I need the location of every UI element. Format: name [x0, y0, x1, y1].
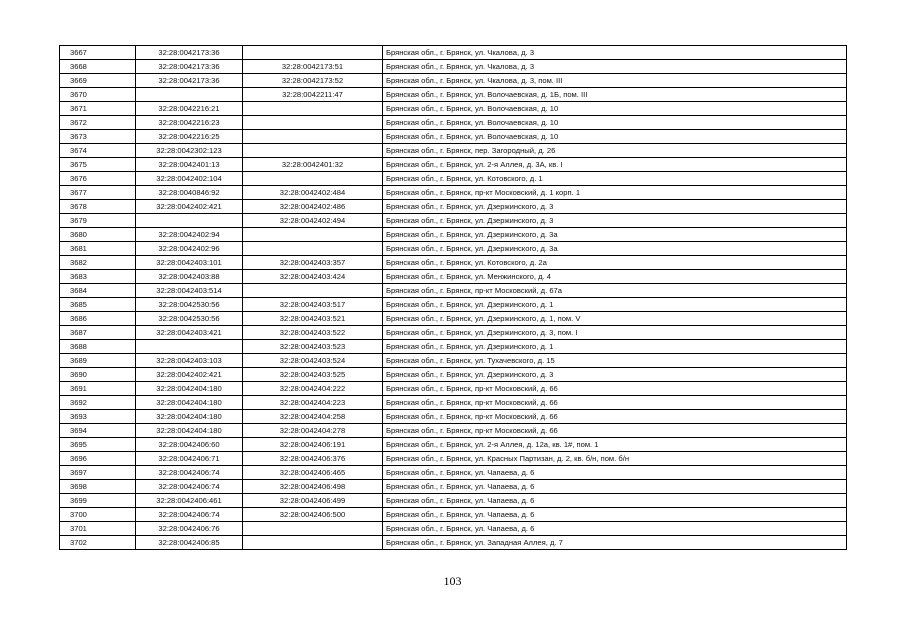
table-row: [60, 340, 847, 354]
related-cadastral-number-cell: 32:28:0042402:494: [243, 214, 383, 228]
address-cell: Брянская обл., г. Брянск, ул. Чапаева, д. 6: [383, 522, 847, 536]
address-cell: Брянская обл., г. Брянск, пр-кт Московский, д. 66: [383, 396, 847, 410]
table-row: [60, 354, 847, 368]
address-cell: Брянская обл., г. Брянск, ул. Дзержинского, д. 3: [383, 200, 847, 214]
related-cadastral-number-cell: [243, 102, 383, 116]
row-number-cell: 3673: [60, 130, 136, 144]
address-cell: Брянская обл., г. Брянск, ул. Красных Партизан, д. 2, кв. б/н, пом. б/н: [383, 452, 847, 466]
table-row: [60, 494, 847, 508]
row-number-cell: 3686: [60, 312, 136, 326]
cadastral-number-cell: 32:28:0042402:421: [136, 200, 243, 214]
address-cell: Брянская обл., г. Брянск, ул. Западная Аллея, д. 7: [383, 536, 847, 550]
table-row: [60, 88, 847, 102]
related-cadastral-number-cell: [243, 116, 383, 130]
table-row: [60, 298, 847, 312]
cadastral-number-cell: 32:28:0042530:56: [136, 312, 243, 326]
table-row: [60, 368, 847, 382]
address-cell: Брянская обл., г. Брянск, ул. Дзержинского, д. 3, пом. I: [383, 326, 847, 340]
cadastral-number-cell: 32:28:0042404:180: [136, 396, 243, 410]
table-row: [60, 172, 847, 186]
address-cell: Брянская обл., г. Брянск, ул. Дзержинского, д. 3а: [383, 242, 847, 256]
related-cadastral-number-cell: 32:28:0042406:376: [243, 452, 383, 466]
row-number-cell: 3701: [60, 522, 136, 536]
address-cell: Брянская обл., г. Брянск, ул. Чапаева, д. 6: [383, 494, 847, 508]
cadastral-number-cell: 32:28:0042173:36: [136, 74, 243, 88]
cadastral-number-cell: 32:28:0042404:180: [136, 424, 243, 438]
cadastral-number-cell: 32:28:0042402:96: [136, 242, 243, 256]
cadastral-number-cell: 32:28:0042403:103: [136, 354, 243, 368]
related-cadastral-number-cell: [243, 172, 383, 186]
address-cell: Брянская обл., г. Брянск, ул. Котовского, д. 2а: [383, 256, 847, 270]
row-number-cell: 3692: [60, 396, 136, 410]
cadastral-number-cell: 32:28:0042401:13: [136, 158, 243, 172]
related-cadastral-number-cell: 32:28:0042211:47: [243, 88, 383, 102]
cadastral-number-cell: 32:28:0042406:85: [136, 536, 243, 550]
row-number-cell: 3680: [60, 228, 136, 242]
row-number-cell: 3671: [60, 102, 136, 116]
address-cell: Брянская обл., г. Брянск, ул. Дзержинского, д. 3а: [383, 228, 847, 242]
cadastral-number-cell: 32:28:0042173:36: [136, 46, 243, 60]
row-number-cell: 3700: [60, 508, 136, 522]
table-row: [60, 522, 847, 536]
cadastral-number-cell: 32:28:0042216:25: [136, 130, 243, 144]
table-row: [60, 452, 847, 466]
table-row: [60, 438, 847, 452]
address-cell: Брянская обл., г. Брянск, ул. Чкалова, д. 3: [383, 46, 847, 60]
table-row: [60, 270, 847, 284]
related-cadastral-number-cell: 32:28:0042173:51: [243, 60, 383, 74]
related-cadastral-number-cell: 32:28:0042173:52: [243, 74, 383, 88]
row-number-cell: 3697: [60, 466, 136, 480]
related-cadastral-number-cell: 32:28:0042406:499: [243, 494, 383, 508]
row-number-cell: 3696: [60, 452, 136, 466]
table-row: [60, 382, 847, 396]
table-row: [60, 60, 847, 74]
row-number-cell: 3681: [60, 242, 136, 256]
table-row: [60, 480, 847, 494]
related-cadastral-number-cell: 32:28:0042403:521: [243, 312, 383, 326]
cadastral-number-cell: 32:28:0042406:74: [136, 466, 243, 480]
cadastral-number-cell: 32:28:0040846:92: [136, 186, 243, 200]
row-number-cell: 3699: [60, 494, 136, 508]
cadastral-number-cell: [136, 340, 243, 354]
address-cell: Брянская обл., г. Брянск, пр-кт Московский, д. 67а: [383, 284, 847, 298]
row-number-cell: 3679: [60, 214, 136, 228]
table-row: [60, 536, 847, 550]
address-cell: Брянская обл., г. Брянск, ул. Дзержинского, д. 1: [383, 340, 847, 354]
related-cadastral-number-cell: 32:28:0042404:278: [243, 424, 383, 438]
row-number-cell: 3668: [60, 60, 136, 74]
cadastral-number-cell: 32:28:0042403:88: [136, 270, 243, 284]
address-cell: Брянская обл., г. Брянск, ул. Волочаевская, д. 10: [383, 130, 847, 144]
cadastral-number-cell: 32:28:0042406:74: [136, 508, 243, 522]
address-cell: Брянская обл., г. Брянск, ул. Чкалова, д. 3, пом. III: [383, 74, 847, 88]
table-row: [60, 144, 847, 158]
row-number-cell: 3683: [60, 270, 136, 284]
row-number-cell: 3695: [60, 438, 136, 452]
related-cadastral-number-cell: 32:28:0042403:424: [243, 270, 383, 284]
related-cadastral-number-cell: 32:28:0042403:517: [243, 298, 383, 312]
related-cadastral-number-cell: [243, 46, 383, 60]
address-cell: Брянская обл., г. Брянск, ул. Волочаевская, д. 1Б, пом. III: [383, 88, 847, 102]
address-cell: Брянская обл., г. Брянск, ул. Дзержинского, д. 1: [383, 298, 847, 312]
related-cadastral-number-cell: 32:28:0042402:486: [243, 200, 383, 214]
row-number-cell: 3688: [60, 340, 136, 354]
address-cell: Брянская обл., г. Брянск, ул. Дзержинского, д. 3: [383, 368, 847, 382]
table-row: [60, 424, 847, 438]
table-row: [60, 242, 847, 256]
cadastral-number-cell: 32:28:0042402:94: [136, 228, 243, 242]
table-row: [60, 102, 847, 116]
related-cadastral-number-cell: [243, 228, 383, 242]
address-cell: Брянская обл., г. Брянск, ул. Дзержинского, д. 3: [383, 214, 847, 228]
address-cell: Брянская обл., г. Брянск, ул. Волочаевская, д. 10: [383, 102, 847, 116]
row-number-cell: 3672: [60, 116, 136, 130]
row-number-cell: 3698: [60, 480, 136, 494]
table-row: [60, 410, 847, 424]
row-number-cell: 3675: [60, 158, 136, 172]
related-cadastral-number-cell: 32:28:0042406:498: [243, 480, 383, 494]
address-cell: Брянская обл., г. Брянск, ул. Чапаева, д. 6: [383, 466, 847, 480]
address-cell: Брянская обл., г. Брянск, пер. Загородный, д. 26: [383, 144, 847, 158]
related-cadastral-number-cell: 32:28:0042403:524: [243, 354, 383, 368]
address-cell: Брянская обл., г. Брянск, ул. Тухачевского, д. 15: [383, 354, 847, 368]
related-cadastral-number-cell: [243, 536, 383, 550]
related-cadastral-number-cell: 32:28:0042403:525: [243, 368, 383, 382]
row-number-cell: 3678: [60, 200, 136, 214]
row-number-cell: 3689: [60, 354, 136, 368]
table-row: [60, 284, 847, 298]
table-row: [60, 326, 847, 340]
row-number-cell: 3670: [60, 88, 136, 102]
address-cell: Брянская обл., г. Брянск, пр-кт Московский, д. 66: [383, 382, 847, 396]
cadastral-number-cell: 32:28:0042530:56: [136, 298, 243, 312]
address-cell: Брянская обл., г. Брянск, ул. 2-я Аллея, д. 3А, кв. I: [383, 158, 847, 172]
row-number-cell: 3669: [60, 74, 136, 88]
cadastral-number-cell: 32:28:0042406:76: [136, 522, 243, 536]
cadastral-registry-table: [59, 45, 847, 550]
cadastral-number-cell: [136, 88, 243, 102]
related-cadastral-number-cell: [243, 242, 383, 256]
row-number-cell: 3687: [60, 326, 136, 340]
table-row: [60, 186, 847, 200]
address-cell: Брянская обл., г. Брянск, ул. Чапаева, д. 6: [383, 480, 847, 494]
related-cadastral-number-cell: [243, 522, 383, 536]
table-body: [60, 46, 847, 550]
table-row: [60, 466, 847, 480]
address-cell: Брянская обл., г. Брянск, ул. Волочаевская, д. 10: [383, 116, 847, 130]
row-number-cell: 3693: [60, 410, 136, 424]
related-cadastral-number-cell: [243, 130, 383, 144]
cadastral-number-cell: 32:28:0042404:180: [136, 382, 243, 396]
table-row: [60, 508, 847, 522]
related-cadastral-number-cell: 32:28:0042406:500: [243, 508, 383, 522]
page-number: 103: [443, 574, 462, 588]
cadastral-number-cell: 32:28:0042216:21: [136, 102, 243, 116]
related-cadastral-number-cell: 32:28:0042404:222: [243, 382, 383, 396]
cadastral-number-cell: 32:28:0042173:36: [136, 60, 243, 74]
table-row: [60, 312, 847, 326]
related-cadastral-number-cell: [243, 144, 383, 158]
address-cell: Брянская обл., г. Брянск, ул. Котовского, д. 1: [383, 172, 847, 186]
cadastral-number-cell: 32:28:0042402:104: [136, 172, 243, 186]
cadastral-number-cell: 32:28:0042406:461: [136, 494, 243, 508]
related-cadastral-number-cell: 32:28:0042403:523: [243, 340, 383, 354]
related-cadastral-number-cell: 32:28:0042401:32: [243, 158, 383, 172]
row-number-cell: 3674: [60, 144, 136, 158]
row-number-cell: 3682: [60, 256, 136, 270]
table-row: [60, 200, 847, 214]
table-row: [60, 396, 847, 410]
table-row: [60, 158, 847, 172]
address-cell: Брянская обл., г. Брянск, ул. Чапаева, д. 6: [383, 508, 847, 522]
address-cell: Брянская обл., г. Брянск, ул. Чкалова, д. 3: [383, 60, 847, 74]
related-cadastral-number-cell: 32:28:0042403:522: [243, 326, 383, 340]
related-cadastral-number-cell: [243, 284, 383, 298]
row-number-cell: 3691: [60, 382, 136, 396]
address-cell: Брянская обл., г. Брянск, ул. Менжинского, д. 4: [383, 270, 847, 284]
row-number-cell: 3702: [60, 536, 136, 550]
row-number-cell: 3690: [60, 368, 136, 382]
cadastral-number-cell: 32:28:0042402:421: [136, 368, 243, 382]
related-cadastral-number-cell: 32:28:0042406:191: [243, 438, 383, 452]
table-row: [60, 214, 847, 228]
cadastral-number-cell: 32:28:0042302:123: [136, 144, 243, 158]
address-cell: Брянская обл., г. Брянск, ул. 2-я Аллея, д. 12а, кв. 1#, пом. 1: [383, 438, 847, 452]
table-row: [60, 116, 847, 130]
cadastral-number-cell: 32:28:0042406:71: [136, 452, 243, 466]
cadastral-number-cell: 32:28:0042406:60: [136, 438, 243, 452]
related-cadastral-number-cell: 32:28:0042406:465: [243, 466, 383, 480]
table-row: [60, 228, 847, 242]
related-cadastral-number-cell: 32:28:0042404:258: [243, 410, 383, 424]
cadastral-number-cell: [136, 214, 243, 228]
table-row: [60, 130, 847, 144]
row-number-cell: 3677: [60, 186, 136, 200]
related-cadastral-number-cell: 32:28:0042404:223: [243, 396, 383, 410]
address-cell: Брянская обл., г. Брянск, пр-кт Московский, д. 66: [383, 424, 847, 438]
row-number-cell: 3684: [60, 284, 136, 298]
row-number-cell: 3685: [60, 298, 136, 312]
cadastral-number-cell: 32:28:0042404:180: [136, 410, 243, 424]
address-cell: Брянская обл., г. Брянск, ул. Дзержинского, д. 1, пом. V: [383, 312, 847, 326]
cadastral-number-cell: 32:28:0042403:101: [136, 256, 243, 270]
row-number-cell: 3694: [60, 424, 136, 438]
table-row: [60, 46, 847, 60]
address-cell: Брянская обл., г. Брянск, пр-кт Московский, д. 66: [383, 410, 847, 424]
cadastral-number-cell: 32:28:0042403:421: [136, 326, 243, 340]
row-number-cell: 3676: [60, 172, 136, 186]
cadastral-number-cell: 32:28:0042406:74: [136, 480, 243, 494]
address-cell: Брянская обл., г. Брянск, пр-кт Московский, д. 1 корп. 1: [383, 186, 847, 200]
table-row: [60, 74, 847, 88]
row-number-cell: 3667: [60, 46, 136, 60]
cadastral-number-cell: 32:28:0042216:23: [136, 116, 243, 130]
related-cadastral-number-cell: 32:28:0042402:484: [243, 186, 383, 200]
related-cadastral-number-cell: 32:28:0042403:357: [243, 256, 383, 270]
cadastral-number-cell: 32:28:0042403:514: [136, 284, 243, 298]
table-row: [60, 256, 847, 270]
